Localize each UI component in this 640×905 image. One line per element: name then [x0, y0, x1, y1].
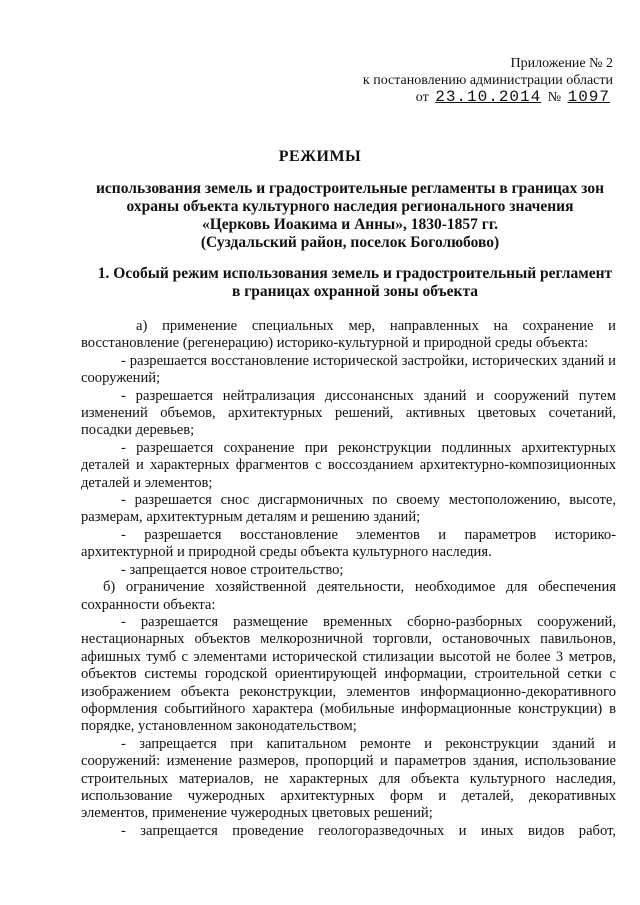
subtitle-line: «Церковь Иоакима и Анны», 1830-1857 гг.	[201, 216, 499, 233]
subtitle-line: охраны объекта культурного наследия регионального значения	[126, 198, 574, 215]
date-prefix: от	[415, 90, 429, 105]
paragraph: - разрешается восстановление элементов и параметров историко-архитектурной и природной среды объекта культурного наследия.	[81, 526, 616, 561]
document-subtitle	[85, 180, 615, 252]
paragraph: - запрещается проведение геологоразведочных и иных видов работ,	[121, 822, 616, 839]
section-heading-line: 1. Особый режим использования земель и градостроительный регламент	[97, 265, 613, 282]
number-prefix: №	[547, 90, 562, 105]
appendix-date-number	[363, 89, 613, 106]
subtitle-line: (Суздальский район, поселок Боголюбово)	[200, 234, 500, 251]
paragraph: - запрещается новое строительство;	[121, 561, 344, 578]
section-heading	[95, 265, 615, 301]
paragraph: - разрешается размещение временных сборно-разборных сооружений, нестационарных объектов мелкорозничной торговли, остановочных павильонов, афишных тумб с элементами исторической стилизации высотой не более 3 метров, объектов системы городской ориентирующей информации, строительной сетки с изображением объекта реконструкции, элементов информационно-декоративного оформления событийного характера (мобильные информационные конструкции) в порядке, установленном законодательством;	[81, 613, 616, 735]
paragraph: а) применение специальных мер, направленных на сохранение и восстановление (регенерацию) историко-культурной и природной среды объекта:	[81, 318, 616, 352]
document-title: РЕЖИМЫ	[278, 148, 362, 165]
appendix-reference: к постановлению администрации области	[362, 73, 613, 88]
paragraph: б) ограничение хозяйственной деятельности, необходимое для обеспечения сохранности объекта:	[81, 579, 616, 613]
paragraph: - разрешается восстановление исторической застройки, исторических зданий и сооружений;	[81, 352, 616, 387]
date-value: 23.10.2014	[435, 88, 542, 106]
paragraph: - разрешается сохранение при реконструкции подлинных архитектурных деталей и характерных фрагментов с воссозданием архитектурно-композиционных деталей и элементов;	[81, 439, 616, 491]
appendix-title: Приложение № 2	[510, 56, 613, 71]
document-body	[81, 318, 616, 840]
section-heading-line: в границах охранной зоны объекта	[231, 283, 479, 300]
paragraph: - запрещается при капитальном ремонте и реконструкции зданий и сооружений: изменение размеров, пропорций и параметров здания, использование строительных материалов, не характерных для объекта культурного наследия, использование чужеродных архитектурных форм и деталей, декоративных элементов, применение чужеродных цветовых решений;	[81, 735, 616, 822]
paragraph: - разрешается нейтрализация диссонансных зданий и сооружений путем изменений объемов, архитектурных решений, активных цветовых сочетаний, посадки деревьев;	[81, 387, 616, 439]
appendix-header	[363, 55, 613, 106]
paragraph: - разрешается снос дисгармоничных по своему местоположению, высоте, размерам, архитектурным деталям и решению зданий;	[81, 492, 616, 526]
subtitle-line: использования земель и градостроительные регламенты в границах зон	[96, 180, 604, 197]
number-value: 1097	[567, 88, 610, 106]
